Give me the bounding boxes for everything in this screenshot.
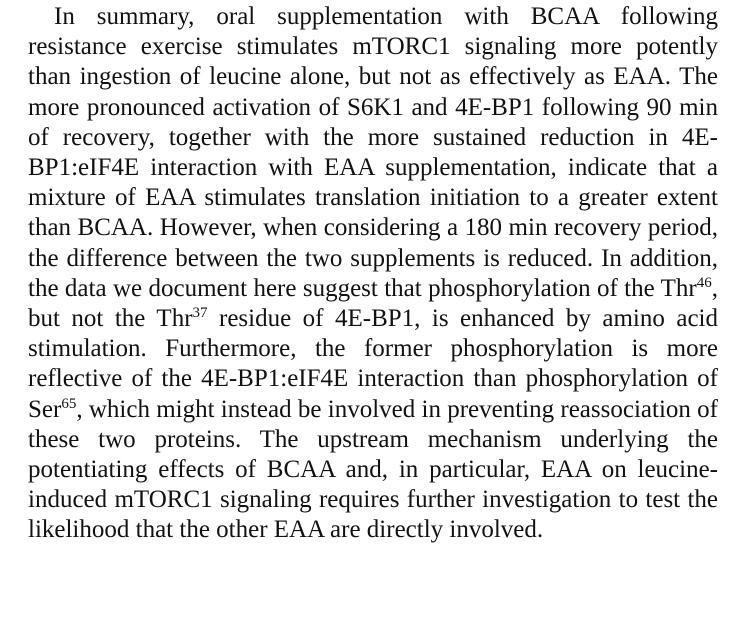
superscript-thr37: 37 xyxy=(192,305,208,322)
sentence-former-phosphorylation-part1: Furthermore, the former phosphorylation is more reflective of the 4E-BP1:eIF4E interaction than phosphorylation of Ser xyxy=(28,335,718,423)
sentence-former-phosphorylation-part2: , which might instead be involved in preventing reassociation of these two proteins. xyxy=(28,395,718,453)
sentence-upstream-mechanism: The upstream mechanism underlying the potentiating effects of BCAA and, in particular, EAA on leucine-induced mTORC1 signaling requires further investigation to test the likelihood that the other EAA are directly involved. xyxy=(28,425,718,544)
sentence-phosphorylation-part3: residue of 4E-BP1, is enhanced by amino acid stimulation. xyxy=(28,305,719,363)
superscript-thr46: 46 xyxy=(696,274,712,291)
sentence-summary: In summary, oral supplementation with BCAA following resistance exercise stimulates mTORC1 signaling more potently than ingestion of leucine alone, but not as effectively as EAA. xyxy=(28,3,718,91)
sentence-recovery-period: However, when considering a 180 min recovery period, the difference between the two supplements is reduced. xyxy=(28,214,719,272)
sentence-phosphorylation-part1: In addition, the data we document here suggest that phosphorylation of the Thr xyxy=(28,244,718,302)
summary-paragraph xyxy=(28,2,718,546)
sentence-phosphorylation-part2: , but not the Thr xyxy=(28,274,718,333)
sentence-activation: The more pronounced activation of S6K1 and 4E-BP1 following 90 min of recovery, together with the more sustained reduction in 4E-BP1:eIF4E interaction with EAA supplementation, indicate that a mixture of EAA stimulates translation initiation to a greater extent than BCAA. xyxy=(28,63,718,242)
superscript-ser65: 65 xyxy=(61,395,77,412)
